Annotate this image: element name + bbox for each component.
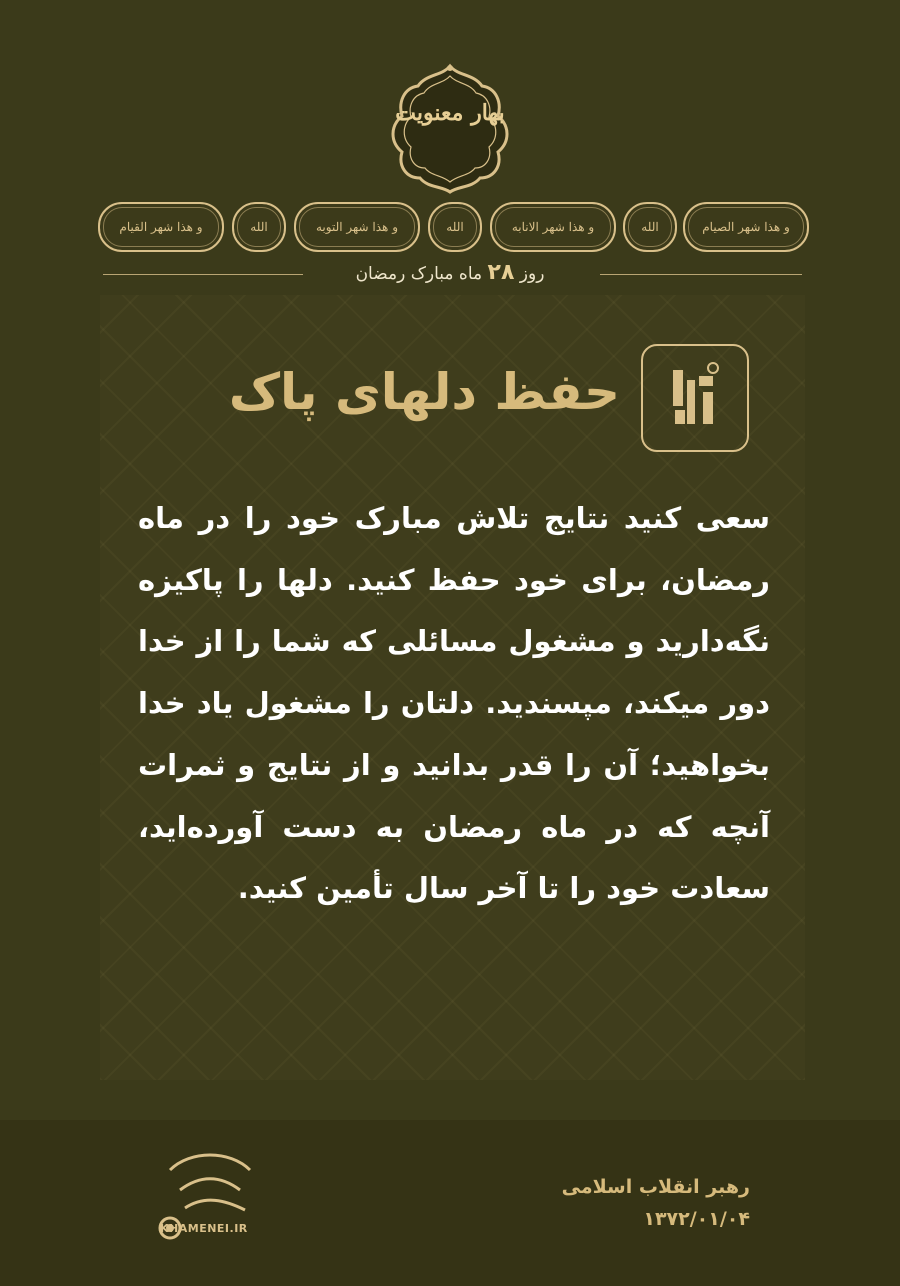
divider-left (103, 274, 303, 275)
emblem-frame-icon (388, 62, 512, 194)
calligraphy-cartouche: و هذا شهر الانابه (490, 202, 616, 252)
calligraphy-cartouche: الله (428, 202, 482, 252)
date: ۱۳۷۲/۰۱/۰۴ (643, 1208, 750, 1230)
calligraphy-cartouche: الله (232, 202, 286, 252)
calligraphy-cartouche: و هذا شهر الصیام (683, 202, 809, 252)
day-label (300, 258, 600, 289)
quote-body: سعی کنید نتایج تلاش مبارک خود را در ماه رمضان، برای خود حفظ کنید. دلها را پاکیزه نگه‌دارید و مشغول مسائلی که شما را از خدا دور میکند، مپسندید. دلتان را مشغول یاد خدا بخواهید؛ آن را قدر بدانید و از نتایج و ثمرات آنچه که در ماه رمضان به دست آورده‌اید، سعادت خود را تا آخر سال تأمین کنید. (138, 501, 770, 906)
logo-brand: KHAMENEI.IR (160, 1222, 248, 1235)
day-suffix: ماه مبارک رمضان (355, 264, 483, 284)
calligraphy-row (98, 202, 808, 252)
divider-right (600, 274, 802, 275)
calligraphy-cartouche: الله (623, 202, 677, 252)
day-number: ۲۸ (487, 260, 515, 285)
background-footer (0, 1120, 900, 1286)
author: رهبر انقلاب اسلامی (561, 1176, 750, 1198)
page-title: حفظ دلهای پاک (228, 363, 620, 421)
calligraphy-cartouche: و هذا شهر القیام (98, 202, 224, 252)
day-prefix: روز (519, 264, 545, 284)
calligraphy-icon (643, 346, 747, 450)
emblem-title: بهار معنویت (395, 100, 505, 126)
calligraphy-cartouche: و هذا شهر التوبه (294, 202, 420, 252)
title-icon-frame (641, 344, 749, 452)
